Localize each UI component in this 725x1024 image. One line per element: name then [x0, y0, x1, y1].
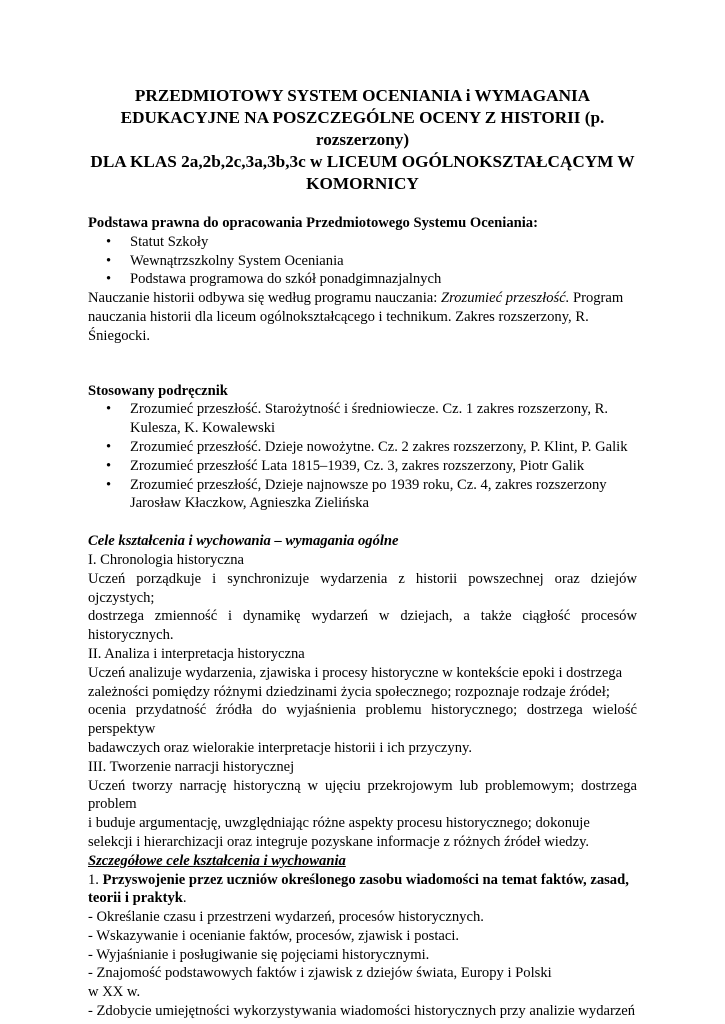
list-item: • Zrozumieć przeszłość, Dzieje najnowsze po 1939 roku, Cz. 4, zakres rozszerzony Jarosław Kłaczkow, Agnieszka Zielińska: [106, 476, 607, 512]
goals-line: problem: [88, 796, 137, 813]
bullet-icon: •: [106, 233, 112, 250]
goals-line: Uczeń porządkuje i synchronizuje wydarzenia z historii powszechnej oraz dziejów: [88, 570, 637, 587]
detailed-point: 1. Przyswojenie przez uczniów określonego zasobu wiadomości na temat faktów, zasad,: [88, 871, 629, 888]
title-line: KOMORNICY: [306, 174, 419, 193]
program-paragraph: Nauczanie historii odbywa się według programu nauczania: Zrozumieć przeszłość. Program: [88, 290, 624, 307]
goals-line: I. Chronologia historyczna: [88, 551, 245, 568]
list-item: • Podstawa programowa do szkół ponadgimnazjalnych: [106, 271, 442, 288]
list-item: • Zrozumieć przeszłość. Dzieje nowożytne. Cz. 2 zakres rozszerzony, P. Klint, P. Galik: [106, 438, 628, 455]
goals-line: Uczeń analizuje wydarzenia, zjawiska i procesy historyczne w kontekście epoki i dostrzega: [88, 664, 623, 681]
goals-line: historycznych.: [88, 627, 174, 644]
goals-section: [88, 532, 637, 852]
goals-line: zależności pomiędzy różnymi dziedzinami życia społecznego; rozpoznaje rodzaje źródeł;: [88, 683, 610, 700]
goals-line: badawczych oraz wielorakie interpretacje historii i ich przyczyny.: [88, 739, 472, 756]
textbook-section: [88, 382, 637, 514]
program-paragraph-line: nauczania historii dla liceum ogólnokształcącego i technikum. Zakres rozszerzony, R.: [88, 308, 589, 325]
goals-heading: Cele kształcenia i wychowania – wymagania ogólne: [88, 533, 399, 550]
detailed-goals-section: [88, 852, 637, 1021]
bullet-icon: •: [106, 438, 112, 455]
bullet-icon: •: [106, 252, 112, 269]
goals-line: selekcji i hierarchizacji oraz integruje pozyskane informacje z różnych źródeł wiedzy.: [88, 833, 590, 850]
detailed-goals-heading: Szczegółowe cele kształcenia i wychowania: [88, 852, 346, 869]
goals-line: i buduje argumentację, uwzględniając różne aspekty procesu historycznego; dokonuje: [88, 815, 590, 832]
list-item: • Zrozumieć przeszłość Lata 1815–1939, Cz. 3, zakres rozszerzony, Piotr Galik: [106, 457, 585, 474]
document-title: [88, 85, 637, 195]
detailed-line: - Wyjaśnianie i posługiwanie się pojęciami historycznymi.: [88, 946, 430, 963]
title-line: EDUKACYJNE NA POSZCZEGÓLNE OCENY Z HISTORII (p.: [120, 108, 605, 127]
detailed-point-cont: teorii i praktyk.: [88, 890, 187, 907]
detailed-line: w XX w.: [88, 984, 141, 1001]
goals-line: ocenia przydatność źródła do wyjaśnienia problemu historycznego; dostrzega wielość: [88, 702, 637, 719]
detailed-line: - Wskazywanie i ocenianie faktów, procesów, zjawisk i postaci.: [88, 927, 460, 944]
list-item: • Wewnątrzszkolny System Oceniania: [106, 252, 344, 269]
goals-line: ojczystych;: [88, 589, 155, 606]
goals-line: III. Tworzenie narracji historycznej: [88, 758, 295, 775]
legal-basis-section: [88, 214, 637, 346]
list-item: • Zrozumieć przeszłość. Starożytność i średniowiecze. Cz. 1 zakres rozszerzony, R. Kulesza, K. Kowalewski: [106, 401, 609, 437]
detailed-line: - Znajomość podstawowych faktów i zjawisk z dziejów świata, Europy i Polski: [88, 965, 552, 982]
goals-line: perspektyw: [88, 721, 156, 738]
program-paragraph-line: Śniegocki.: [88, 327, 151, 344]
title-line: PRZEDMIOTOWY SYSTEM OCENIANIA i WYMAGANIA: [134, 86, 591, 105]
list-item: • Statut Szkoły: [106, 233, 209, 250]
program-title: Zrozumieć przeszłość.: [440, 290, 570, 307]
legal-basis-heading: Podstawa prawna do opracowania Przedmiotowego Systemu Oceniania:: [88, 215, 538, 231]
goals-line: dostrzega zmienność i dynamikę wydarzeń w dziejach, a także ciągłość procesów: [88, 608, 637, 625]
goals-line: Uczeń tworzy narrację historyczną w ujęciu przekrojowym lub problemowym; dostrzega: [88, 777, 637, 794]
bullet-icon: •: [106, 401, 112, 418]
textbook-list: [88, 400, 637, 513]
legal-basis-list: [88, 233, 637, 289]
goals-line: II. Analiza i interpretacja historyczna: [88, 645, 305, 662]
detailed-line: - Określanie czasu i przestrzeni wydarzeń, procesów historycznych.: [88, 909, 484, 926]
bullet-icon: •: [106, 476, 112, 493]
bullet-icon: •: [106, 271, 112, 288]
title-line: rozszerzony): [315, 130, 410, 149]
detailed-line: - Zdobycie umiejętności wykorzystywania wiadomości historycznych przy analizie wydarzeń: [88, 1003, 636, 1020]
bullet-icon: •: [106, 457, 112, 474]
textbook-heading: Stosowany podręcznik: [88, 382, 228, 399]
title-line: DLA KLAS 2a,2b,2c,3a,3b,3c w LICEUM OGÓLNOKSZTAŁCĄCYM W: [90, 152, 635, 171]
